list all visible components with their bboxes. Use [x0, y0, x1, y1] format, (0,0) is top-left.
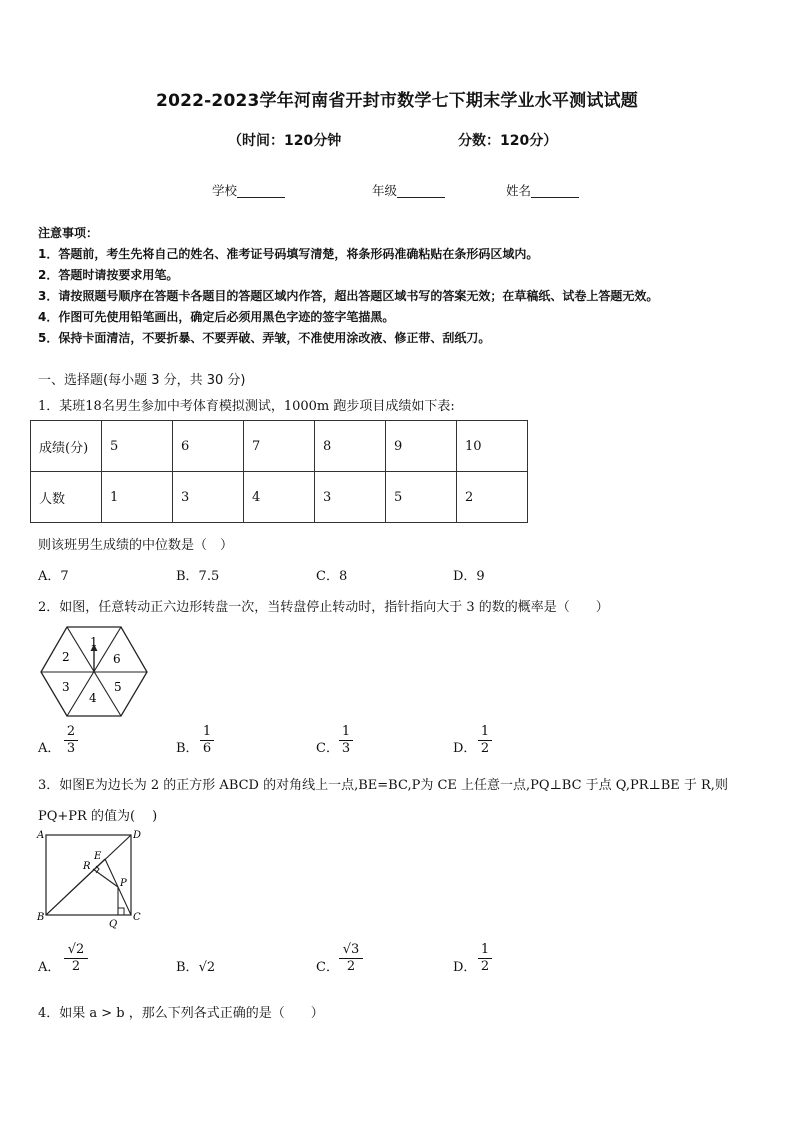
- table-cell: 人数: [31, 472, 102, 523]
- option-label: D．: [453, 741, 477, 756]
- q3-option-d[interactable]: [453, 956, 476, 975]
- sector-label: 2: [62, 650, 70, 664]
- q1-question: 则该班男生成绩的中位数是（ ）: [38, 538, 234, 553]
- square-figure: [36, 826, 146, 930]
- option-label: A．: [38, 960, 61, 975]
- grade-field[interactable]: [372, 181, 445, 199]
- q3-option-b[interactable]: [176, 956, 215, 975]
- school-label: 学校: [212, 183, 238, 198]
- name-field[interactable]: [506, 181, 579, 199]
- fraction: $\frac{1}{6}$: [200, 724, 214, 757]
- option-label: B．: [176, 741, 199, 756]
- score-table: [30, 420, 528, 523]
- table-cell: 成绩(分): [31, 421, 102, 472]
- vertex-label: E: [94, 851, 102, 862]
- table-cell: 10: [457, 421, 528, 472]
- sector-label: 4: [89, 691, 97, 705]
- q2-option-d[interactable]: [453, 737, 476, 756]
- notice-item: 5．保持卡面清洁，不要折暴、不要弄破、弄皱，不准使用涂改液、修正带、刮纸刀。: [38, 331, 491, 345]
- table-cell: 4: [244, 472, 315, 523]
- option-label: C．: [316, 960, 339, 975]
- q1-stem: 1．某班18名男生参加中考体育模拟测试，1000m 跑步项目成绩如下表:: [38, 399, 455, 414]
- vertex-label: D: [133, 830, 142, 841]
- table-cell: 5: [102, 421, 173, 472]
- hexagon-spinner: [38, 624, 150, 719]
- q4-stem: 4．如果 a > b ，那么下列各式正确的是（ ）: [38, 1006, 324, 1021]
- q2-option-b[interactable]: [176, 737, 199, 756]
- fraction: $\frac{1}{2}$: [478, 724, 492, 757]
- vertex-label: C: [133, 912, 141, 923]
- option-label: D．: [453, 960, 477, 975]
- fraction: $\frac{1}{3}$: [339, 724, 353, 757]
- table-cell: 2: [457, 472, 528, 523]
- q2-option-c[interactable]: [316, 737, 339, 756]
- name-label: 姓名: [506, 183, 532, 198]
- q1-option-a[interactable]: A．7: [38, 569, 69, 584]
- sector-label: 6: [113, 652, 121, 666]
- option-label: A．: [38, 741, 61, 756]
- q3-stem: 3．如图E为边长为 2 的正方形 ABCD 的对角线上一点,BE=BC,P为 CE 上任意一点,PQ⊥BC 于点 Q,PR⊥BE 于 R,则: [38, 778, 728, 793]
- notice-item: 2．答题时请按要求用笔。: [38, 268, 179, 282]
- table-cell: 3: [173, 472, 244, 523]
- table-cell: 1: [102, 472, 173, 523]
- table-cell: 7: [244, 421, 315, 472]
- q2-stem: 2．如图，任意转动正六边形转盘一次，当转盘停止转动时，指针指向大于 3 的数的概率是（ ）: [38, 600, 609, 615]
- section-heading: 一、选择题(每小题 3 分，共 30 分): [38, 373, 246, 388]
- exam-score: 分数：120分）: [458, 133, 558, 149]
- page-title: 2022-2023学年河南省开封市数学七下期末学业水平测试试题: [156, 91, 638, 111]
- q1-option-b[interactable]: B．7.5: [176, 569, 220, 584]
- table-row: [31, 472, 528, 523]
- fraction: $\frac{√2}{2}$: [64, 942, 88, 975]
- table-cell: 6: [173, 421, 244, 472]
- option-label: C．: [316, 741, 339, 756]
- q3-option-c[interactable]: [316, 956, 339, 975]
- q2-option-a[interactable]: [38, 737, 60, 756]
- q3-option-a[interactable]: [38, 956, 60, 975]
- sector-label: 5: [114, 680, 122, 694]
- vertex-label: R: [83, 861, 91, 872]
- q1-option-d[interactable]: D．9: [453, 569, 485, 584]
- notice-item: 1．答题前，考生先将自己的姓名、准考证号码填写清楚，将条形码准确粘贴在条形码区域内。: [38, 247, 539, 261]
- table-cell: 3: [315, 472, 386, 523]
- q1-option-c[interactable]: C．8: [316, 569, 348, 584]
- vertex-label: P: [120, 878, 127, 889]
- vertex-label: B: [37, 912, 45, 923]
- notice-heading: 注意事项：: [38, 226, 99, 240]
- notice-item: 4．作图可先使用铅笔画出，确定后必须用黑色字迹的签字笔描黑。: [38, 310, 395, 324]
- option-label: B．: [176, 960, 199, 975]
- fraction: $\frac{1}{2}$: [478, 942, 492, 975]
- sector-label: 1: [90, 635, 98, 649]
- school-field[interactable]: [212, 181, 285, 199]
- grade-label: 年级: [372, 183, 398, 198]
- option-value: √2: [198, 960, 216, 975]
- table-cell: 8: [315, 421, 386, 472]
- table-cell: 9: [386, 421, 457, 472]
- fraction: $\frac{√3}{2}$: [339, 942, 363, 975]
- table-row: [31, 421, 528, 472]
- vertex-label: Q: [109, 919, 118, 930]
- q3-stem-2: PQ+PR 的值为( ): [38, 809, 158, 824]
- sector-label: 3: [62, 680, 70, 694]
- fraction: $\frac{2}{3}$: [64, 724, 78, 757]
- table-cell: 5: [386, 472, 457, 523]
- vertex-label: A: [37, 830, 45, 841]
- notice-item: 3．请按照题号顺序在答题卡各题目的答题区域内作答，超出答题区域书写的答案无效；在草稿纸、试卷上答题无效。: [38, 289, 659, 303]
- exam-time: （时间：120分钟: [228, 133, 342, 149]
